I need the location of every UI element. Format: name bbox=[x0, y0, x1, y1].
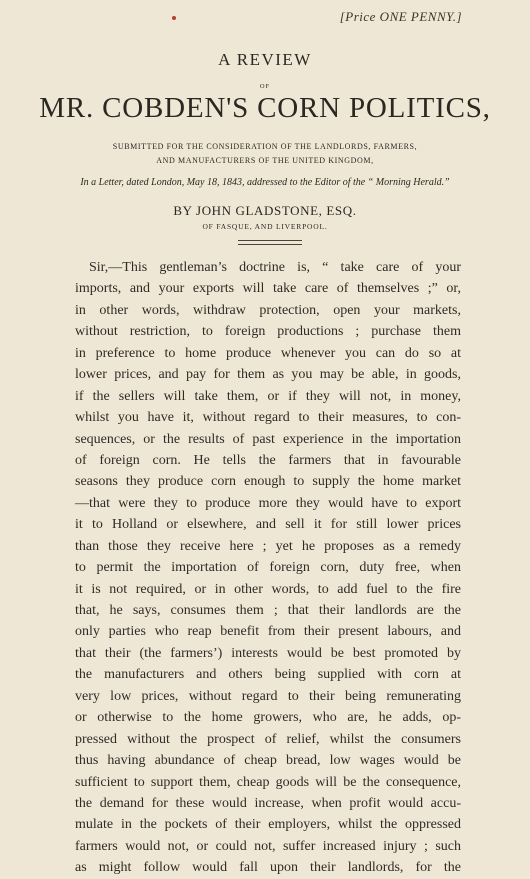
ink-speck bbox=[172, 16, 176, 20]
body-line: or otherwise to the home growers, who are, he adds, op- bbox=[75, 710, 461, 726]
body-line: —that were they to produce more they would have to export bbox=[75, 495, 461, 511]
body-line: sufficient to support them, cheap goods will be the consequence, bbox=[75, 774, 461, 790]
body-line: that, he says, consumes them ; that their landlords are the bbox=[75, 603, 461, 618]
author-location: OF FASQUE, AND LIVERPOOL. bbox=[202, 222, 328, 231]
body-line: lower prices, and pay for them as you may be able, in goods, bbox=[75, 367, 461, 383]
of-label: OF bbox=[259, 83, 271, 90]
body-line: than those they receive here ; yet he proposes as a remedy bbox=[75, 538, 461, 554]
body-line: seasons they produce corn enough to supply the home market bbox=[75, 474, 461, 490]
body-line: it to Holland or elsewhere, and sell it for still lower prices bbox=[75, 517, 461, 533]
body-line: imports, and your exports will take care of themselves ;” or, bbox=[75, 281, 461, 297]
double-rule-divider bbox=[238, 240, 302, 245]
body-line: sequences, or the results of past experience in the importation bbox=[75, 431, 461, 447]
body-line: in other words, withdraw protection, open your markets, bbox=[75, 302, 461, 318]
body-line: thus having abundance of cheap bread, low wages would be bbox=[75, 753, 461, 769]
body-line: Sir,—This gentleman’s doctrine is, “ take care of your bbox=[89, 260, 461, 275]
body-line: to permit the importation of foreign corn, duty free, when bbox=[75, 560, 461, 576]
submitted-line-1: SUBMITTED FOR THE CONSIDERATION OF THE LANDLORDS, FARMERS, bbox=[112, 142, 418, 151]
body-line: pressed without the prospect of relief, whilst the consumers bbox=[75, 731, 461, 747]
letter-dateline: In a Letter, dated London, May 18, 1843, addressed to the Editor of the “ Morning Herald.” bbox=[80, 177, 450, 188]
body-line: if the sellers will take them, or if they will not, in money, bbox=[75, 388, 461, 404]
body-line: mulate in the pockets of their employers, whilst the oppressed bbox=[75, 817, 461, 833]
submitted-line-2: AND MANUFACTURERS OF THE UNITED KINGDOM, bbox=[156, 156, 374, 165]
price-label: [Price ONE PENNY.] bbox=[339, 9, 462, 24]
body-line: as might follow would fall upon their landlords, for the bbox=[75, 860, 461, 876]
body-line: farmers would not, or could not, suffer increased injury ; such bbox=[75, 838, 461, 854]
document-title: MR. COBDEN'S CORN POLITICS, bbox=[39, 92, 491, 124]
body-line: that their (the farmers’) interests would be best promoted by bbox=[75, 645, 461, 661]
body-line: in preference to home produce whenever you can do so at bbox=[75, 345, 461, 361]
body-line: without restriction, to foreign productions ; purchase them bbox=[75, 324, 461, 340]
body-line: of foreign corn. He tells the farmers that in favourable bbox=[75, 452, 461, 468]
author-line: BY JOHN GLADSTONE, ESQ. bbox=[173, 203, 357, 218]
letter-body bbox=[75, 257, 461, 879]
review-heading: A REVIEW bbox=[218, 50, 312, 69]
body-line: the demand for these would increase, when profit would accu- bbox=[75, 795, 461, 811]
body-line: the manufacturers and others being supplied with corn at bbox=[75, 667, 461, 683]
body-line: it is not required, or in other words, to add fuel to the fire bbox=[75, 581, 461, 597]
body-line: only parties who reap benefit from their present labours, and bbox=[75, 624, 461, 640]
body-line: very low prices, without regard to their being remunerating bbox=[75, 688, 461, 704]
body-line: whilst you have it, without regard to their measures, to con- bbox=[75, 410, 461, 426]
